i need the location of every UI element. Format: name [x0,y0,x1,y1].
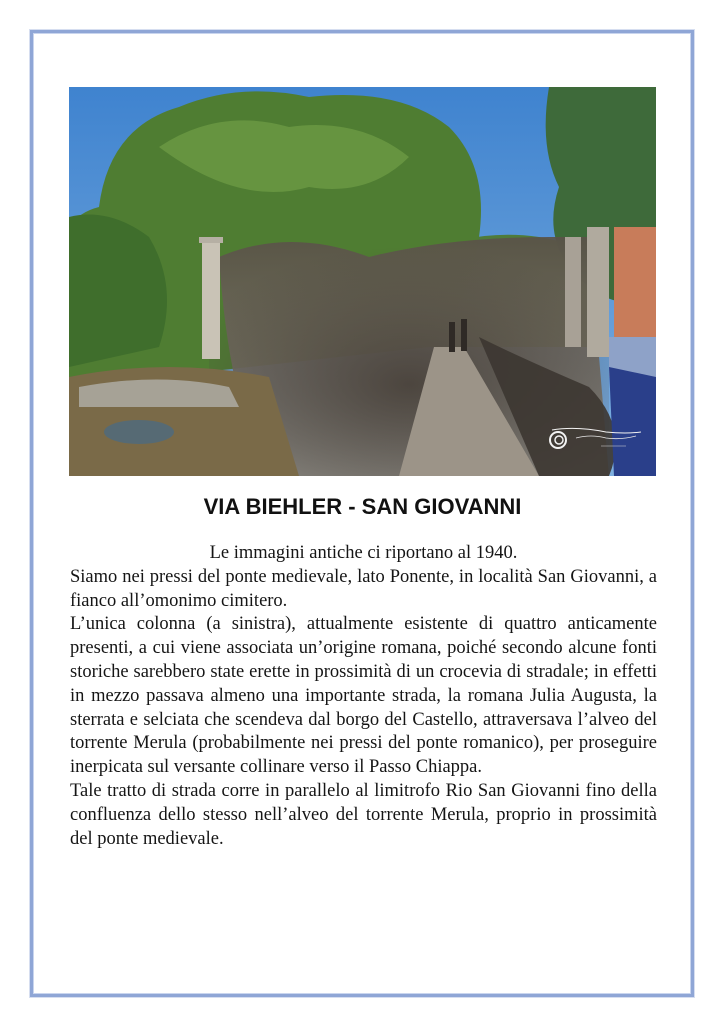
figure [461,319,467,351]
road-paragraph: Tale tratto di strada corre in parallelo al limitrofo Rio San Giovanni fino della confluenza dello stesso nell’alveo del torrente Merula, proprio in prossimità del ponte medievale. [70,780,657,849]
photo-illustration [69,87,656,476]
column-right-1 [565,237,581,347]
figure [449,322,455,352]
page-title: VIA BIEHLER - SAN GIOVANNI [203,494,522,519]
body-text [70,542,657,851]
column-left [202,239,220,359]
intro-paragraph: Le immagini antiche ci riportano al 1940. [209,543,518,563]
asphalt [609,367,656,476]
column-right-2 [587,227,609,357]
composite-photo [69,87,656,476]
location-paragraph: Siamo nei pressi del ponte medievale, lato Ponente, in località San Giovanni, a fianco all’omonimo cimitero. [70,566,657,611]
signature-watermark-icon [546,424,646,454]
history-paragraph: L’unica colonna (a sinistra), attualmente esistente di quattro anticamente presenti, a cui viene associata un’origine romana, poiché secondo alcune fonti storiche sarebbero state erette in prossimità di un crocevia di stradale; in effetti in mezzo passava almeno una importante strada, la romana Julia Augusta, la sterrata e selciata che scendeva dal borgo del Castello, attraversava l’alveo del torrente Merula (probabilmente nei pressi del ponte romanico), per proseguire inerpicata sul versante collinare verso il Passo Chiappa. [70,614,657,778]
building [614,227,656,337]
